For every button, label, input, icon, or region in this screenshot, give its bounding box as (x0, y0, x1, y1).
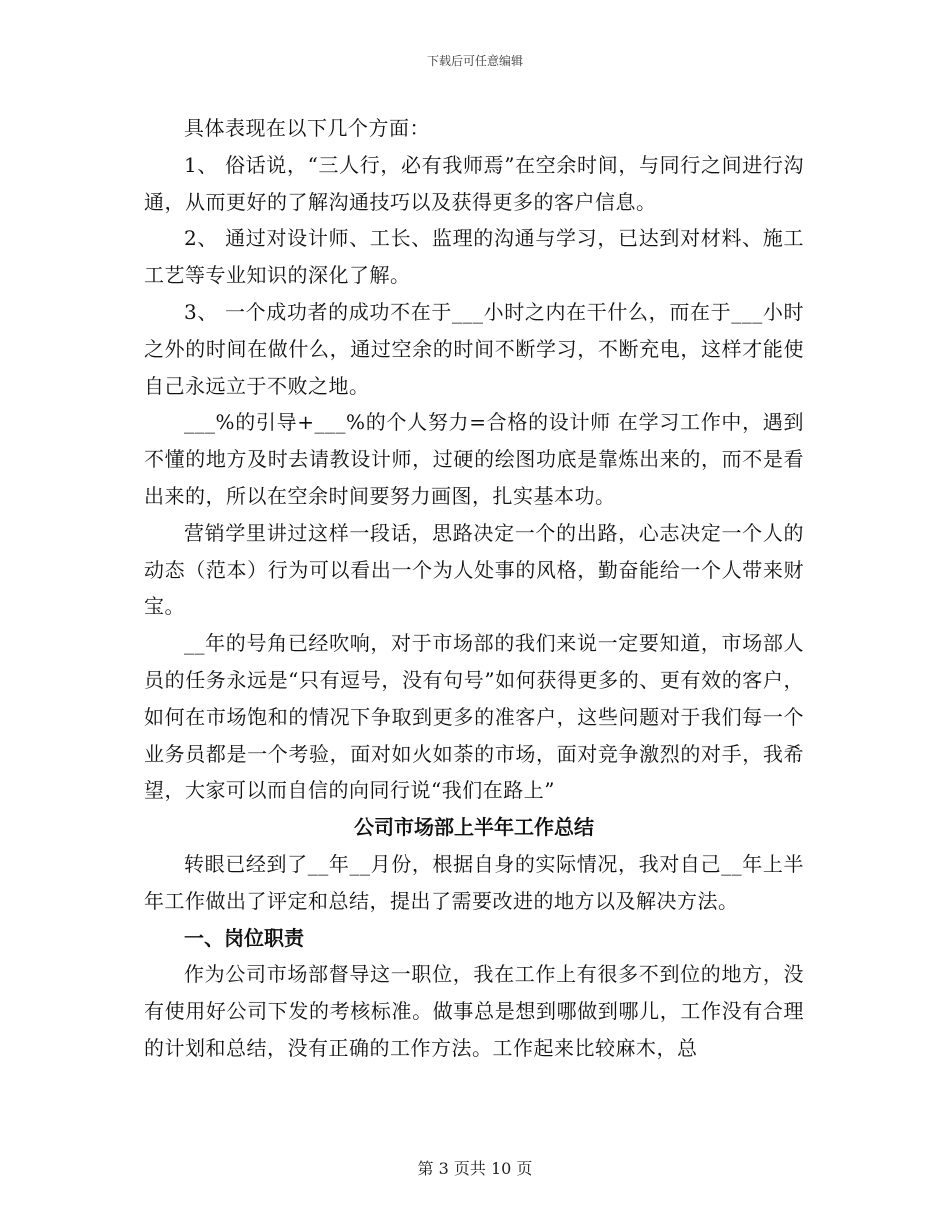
list-item-3: 3、 一个成功者的成功不在于___小时之内在干什么，而在于___小时之外的时间在做什么，通过空余的时间不断学习，不断充电，这样才能使自己永远立于不败之地。 (144, 299, 804, 398)
summary-paragraph: 转眼已经到了__年__月份，根据自身的实际情况，我对自己__年上半年工作做出了评定和总结，提出了需要改进的地方以及解决方法。 (144, 851, 804, 913)
page-number: 第 3 页共 10 页 (417, 1159, 533, 1178)
formula-paragraph: ___%的引导+___%的个人努力=合格的设计师 在学习工作中，遇到不懂的地方及时去请教设计师，过硬的绘图功底是靠炼出来的，而不是看出来的，所以在空余时间要努力画图，扎实基本功。 (144, 410, 804, 508)
duty-paragraph: 作为公司市场部督导这一职位，我在工作上有很多不到位的地方，没有使用好公司下发的考核标准。做事总是想到哪做到哪儿，工作没有合理的计划和总结，没有正确的工作方法。工作起来比较麻木，总 (144, 962, 804, 1060)
page-header-note: 下载后可任意编辑 (426, 54, 523, 68)
section-title: 公司市场部上半年工作总结 (354, 815, 594, 840)
year-paragraph: __年的号角已经吹响，对于市场部的我们来说一定要知道，市场部人员的任务永远是“只有逗号，没有句号”如何获得更多的、更有效的客户，如何在市场饱和的情况下争取到更多的准客户，这些问题对于我们每一个业务员都是一个考验，面对如火如荼的市场，面对竞争激烈的对手，我希望，大家可以而自信的向同行说“我们在路上” (144, 631, 804, 803)
section-heading-duty: 一、岗位职责 (184, 925, 304, 950)
document-body (144, 110, 804, 1067)
list-item-1: 1、 俗话说，“三人行，必有我师焉”在空余时间，与同行之间进行沟通，从而更好的了解沟通技巧以及获得更多的客户信息。 (144, 152, 804, 214)
intro-paragraph: 具体表现在以下几个方面： (184, 116, 430, 140)
list-item-2: 2、 通过对设计师、工长、监理的沟通与学习，已达到对材料、施工工艺等专业知识的深化了解。 (144, 226, 804, 288)
marketing-paragraph: 营销学里讲过这样一段话，思路决定一个的出路，心志决定一个人的动态（范本）行为可以看出一个为人处事的风格，勤奋能给一个人带来财宝。 (144, 520, 804, 619)
